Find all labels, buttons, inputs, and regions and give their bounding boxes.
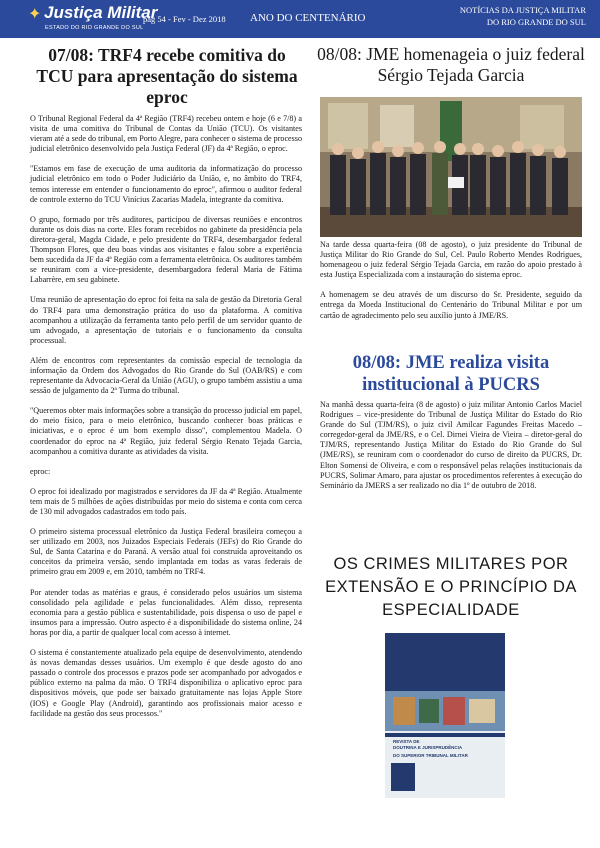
book-cover [385,633,505,798]
cover-title-line2: DOUTRINA E JURISPRUDÊNCIA [393,745,463,750]
header-right-line2: DO RIO GRANDE DO SUL [486,17,586,27]
paragraph: A homenagem se deu através de um discurso do Sr. Presidente, seguido da entrega da Moeda Institucional do Centenário do Tribunal Militar e por um cartão de agradecimento pelo seu auxílio junto à JME/RS. [320,290,582,320]
paragraph: Por atender todas as matérias e graus, é considerado pelos usuários um sistema consolidado pela agilidade e pelas funcionalidades. Além disso, representa economia para a gestão pública e sustentabilidade, pois dispensa o uso de papel e insumos para a impressão. Outro aspecto é a disponibilidade do sistema online, 24 horas por dia, a partir de qualquer local com acesso à internet. [30,587,302,637]
paragraph: Na tarde dessa quarta-feira (08 de agosto), o juiz presidente do Tribunal de Justiça Militar do Rio Grande do Sul, Cel. Paulo Roberto Mendes Rodrigues, homenageou o juiz federal Sérgio Tejada Garcia, em razão do apoio prestado à esta Justiça Especializada com a instauração do sistema eproc. [320,240,582,280]
paragraph: O grupo, formado por três auditores, participou de diversas reuniões e encontros durante os dois dias na corte. Eles foram recebidos no gabinete da presidência pela diretora-geral, Magda Cidade, e pelo presidente do TRF4, desembargador federal Thompson Flores, que deu boas vindas aos visitantes e falou sobre a experiência bem sucedida da JF da 4ª Região com a ferramenta eletrônica. Os auditores também se reuniram com a vice-presidente, desembargadora federal Maria de Fátima Labarrère, em seu gabinete. [30,214,302,285]
star-icon: ✦ [28,6,42,23]
paragraph: O eproc foi idealizado por magistrados e servidores da JF da 4ª Região. Atualmente tem mais de 5 milhões de ações distribuídas por meio do sistema e conta com cerca de 130 mil advogados cadastrados em todo país. [30,486,302,516]
header-right-line1: NOTÍCIAS DA JUSTIÇA MILITAR [459,5,586,15]
paragraph: "Queremos obter mais informações sobre a transição do processo judicial em papel, do meio físico, para o meio eletrônico, buscando conhecer boas práticas e iniciativas, e o eproc é um bom exemplo disso", complementou Madela. O coordenador do eproc na 4ª Região, juiz federal Sérgio Renato Tejada Garcia, acompanhou a comitiva durante as atividades da visita. [30,406,302,456]
right-article-1-body [320,240,582,331]
paragraph: Além de encontros com representantes da comissão especial de tecnologia da informação da Ordem dos Advogados do Rio Grande do Sul (OAB/RS) e com representante da Advocacia-Geral da União (AGU), o grupo também assistiu a uma sessão de julgamento da 2ª Turma do tribunal. [30,355,302,396]
paragraph: "Estamos em fase de execução de uma auditoria da informatização do processo judicial eletrônico em todo o Poder Judiciário da União, e, no âmbito do TRF4, temos interesse em entender o funcionamento do eproc", afirmou o auditor federal de controle externo do TCU Vinícius Zacarias Madela, integrante da comitiva. [30,164,302,204]
ceremony-photo [320,97,582,237]
logo-title: Justiça Militar [44,3,158,22]
logo-subtitle: ESTADO DO RIO GRANDE DO SUL [45,25,144,31]
paragraph: O primeiro sistema processual eletrônico da Justiça Federal brasileira começou a ser utilizado em 2003, nos Juizados Especiais Federais (JEFs) do Rio Grande do Sul, de Santa Catarina e do Paraná. A versão atual foi construída aproveitando os conceitos da primeira versão, sendo implantada em todas as varas federais de primeiro grau em 2009 e, em 2010, também no TRF4. [30,527,302,577]
cover-title-line3: DO SUPERIOR TRIBUNAL MILITAR [393,753,468,758]
header-right [386,4,586,28]
book-headline: OS CRIMES MILITARES POR EXTENSÃO E O PRINCÍPIO DA ESPECIALIDADE [325,555,577,619]
right-headline-1: 08/08: JME homenageia o juiz federal Sérgio Tejada Garcia [317,44,585,85]
cover-title-line1: REVISTA DE [393,739,420,744]
right-article-2-body [320,400,582,501]
right-headline-2: 08/08: JME realiza visita institucional à PUCRS [352,353,550,395]
logo [28,3,158,35]
paragraph: Uma reunião de apresentação do eproc foi feita na sala de gestão da Diretoria Geral do TRF4 para uma demonstração prática do uso da plataforma. A comitiva acompanhou a utilização da ferramenta tanto pelo perfil de um servidor quanto de um advogado, a apresentação de tutoriais e o funcionamento da consulta processual. [30,295,302,345]
page-header [0,0,600,38]
paragraph: eproc: [30,466,51,476]
left-article-body [30,114,302,729]
paragraph: O sistema é constantemente atualizado pela equipe de desenvolvimento, atendendo às novas demandas desses usuários. Um exemplo é que desde agosto do ano passado o controle dos processos e prazos pode ser acompanhado por advogados e público externo na palma da mão. O TRF4 disponibiliza o aplicativo eproc para dispositivos móveis, que pode ser baixado gratuitamente nas lojas Apple Store (IOS) e Google Play (Android), garantindo aos profissionais maior acesso e facilidade na gestão dos seus processos." [30,648,302,718]
section-title: ANO DO CENTENÁRIO [250,12,366,24]
paragraph: Na manhã dessa quarta-feira (8 de agosto) o juiz militar Antonio Carlos Maciel Rodrigues – vice-presidente do Tribunal de Justiça Militar do Estado do Rio Grande do Sul (TJM/RS), o juiz civil Amilcar Fagundes Freitas Macedo – corregedor-geral da JME/RS, e o Cel. Dirnei Vieira de Vieira – diretor-geral do TJM/RS, representando Justiça Militar do Estado do Rio Grande do Sul (JME/RS), se reuniram com o coordenador do curso de direito da PUCRS, Dr. Elton Somensi de Oliveira, e com o responsável pelas relações institucionais da PUCRS, Solimar Amaro, para ajustar os procedimentos referentes à execução do Seminário da JMERS a ser realizado no dia 1º de outubro de 2018. [320,400,582,490]
paragraph: O Tribunal Regional Federal da 4ª Região (TRF4) recebeu ontem e hoje (6 e 7/8) a visita de uma comitiva do Tribunal de Contas da União (TCU). Os visitantes vieram até a sede do tribunal, em Porto Alegre, para conhecer o sistema de processo judicial eletrônico desenvolvido pela Justiça Federal (JF) da 4ª Região, o eproc. [30,114,302,154]
left-headline: 07/08: TRF4 recebe comitiva do TCU para apresentação do sistema eproc [36,45,298,107]
page-info: pág 54 - Fev - Dez 2018 [143,14,226,24]
